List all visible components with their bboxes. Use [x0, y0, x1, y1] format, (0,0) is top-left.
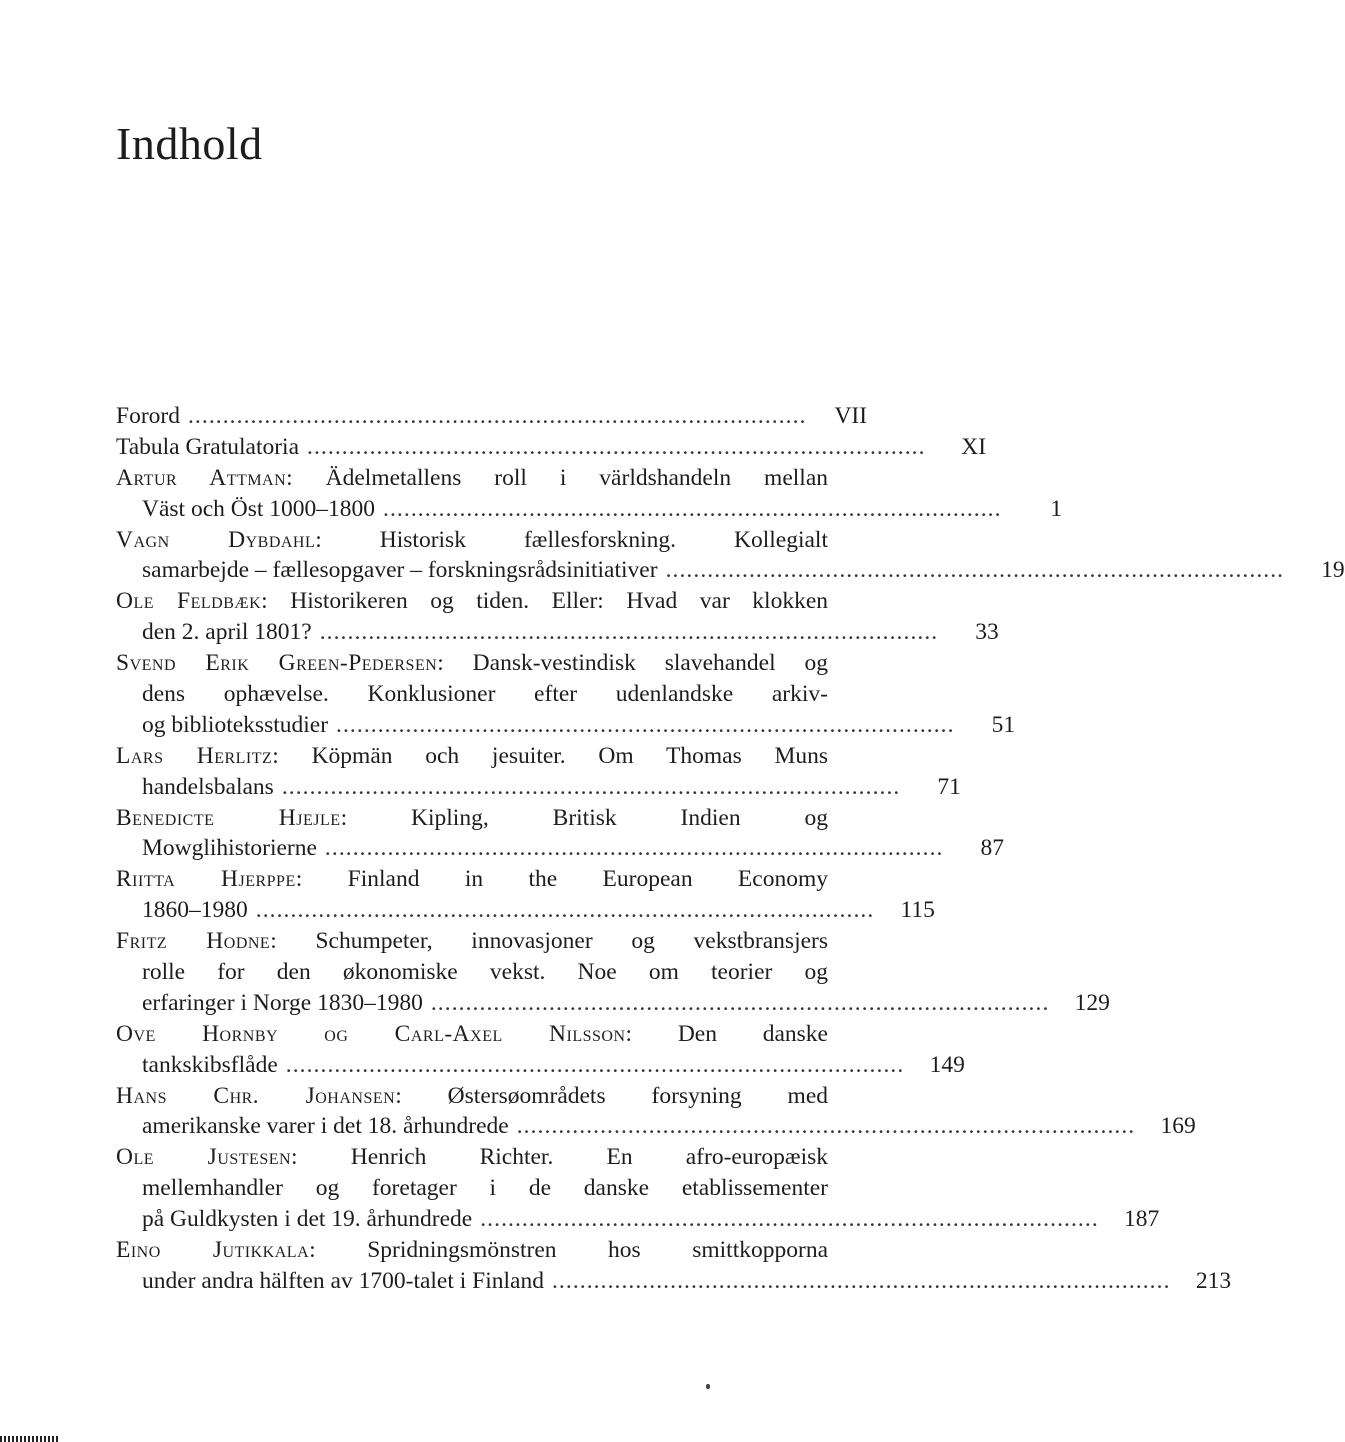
entry-title-text: Tabula Gratulatoria: [116, 433, 300, 460]
entry-text-wrap: [142, 957, 828, 988]
toc-entry-line: [116, 864, 828, 895]
entry-title-text: Historisk fællesforskning. Kollegialt: [379, 526, 828, 553]
entry-title-text: mellemhandler og foretager i de danske etablissementer: [142, 1175, 828, 1202]
entry-text-wrap: [142, 555, 658, 586]
author-name: Artur Attman: [116, 464, 287, 491]
entry-title-text: under andra hälften av 1700-talet i Finland: [142, 1267, 544, 1294]
paper-speck: [706, 1384, 710, 1389]
toc-entry-line: [116, 1142, 828, 1173]
author-name: Eino Jutikkala: [116, 1237, 310, 1264]
dot-leader: [325, 833, 940, 864]
entry-title-text: tankskibsflåde: [142, 1051, 278, 1078]
toc-entry-line: [116, 679, 828, 710]
entry-text-wrap: [142, 1266, 544, 1297]
entry-text-wrap: [116, 401, 180, 432]
entry-text-wrap: [142, 772, 274, 803]
toc-entry: [116, 525, 1345, 587]
author-name: Ole Justesen: [116, 1144, 292, 1171]
author-name: Ove Hornby og Carl-Axel Nilsson: [116, 1020, 626, 1047]
toc-entry-line: [116, 895, 935, 926]
author-name: Ole Feldbæk: [116, 588, 262, 615]
entry-text-wrap: [142, 617, 312, 648]
toc-entry: [116, 463, 1063, 525]
author-name: Vagn Dybdahl: [116, 526, 316, 553]
toc-entry-line: [116, 710, 1016, 741]
dot-leader: [307, 432, 922, 463]
entry-title-text: den 2. april 1801?: [142, 619, 312, 646]
dot-leader: [431, 988, 1046, 1019]
toc-entry-line: [116, 1081, 828, 1112]
toc-entry-line: [116, 803, 828, 834]
entry-text-wrap: Hans Chr. Johansen: Østersøområdets forsyning med: [116, 1082, 828, 1109]
author-name: Fritz Hodne: [116, 928, 271, 955]
author-name: Hans Chr. Johansen: [116, 1082, 396, 1109]
page-number: 1: [1050, 495, 1063, 522]
entry-title-text: Schumpeter, innovasjoner og vekstbransjers: [315, 928, 828, 955]
toc-entry-line: [116, 1266, 1232, 1297]
entry-text-wrap: [142, 494, 375, 525]
author-name: Benedicte Hjejle: [116, 804, 341, 831]
page-number: 149: [929, 1051, 965, 1078]
dot-leader: [336, 710, 951, 741]
toc-entry-line: [116, 988, 1110, 1019]
dot-leader: [552, 1266, 1167, 1297]
author-name: Svend Erik Green-Pedersen: [116, 650, 438, 677]
toc-entry-line: [116, 1173, 828, 1204]
dot-leader: [480, 1204, 1095, 1235]
entry-title-text: Forord: [116, 403, 180, 429]
entry-title-text: på Guldkysten i det 19. århundrede: [142, 1206, 473, 1233]
page-number: 51: [991, 711, 1016, 738]
toc-entry-line: [116, 586, 828, 617]
entry-text-wrap: [142, 895, 248, 926]
entry-title-text: Den danske: [677, 1020, 828, 1047]
entry-title-text: Mowglihistorierne: [142, 835, 317, 862]
entry-text-wrap: Ove Hornby og Carl-Axel Nilsson: Den danske: [116, 1020, 828, 1047]
entry-text-wrap: Vagn Dybdahl: Historisk fællesforskning. Kollegialt: [116, 526, 828, 553]
toc-entry-line: [116, 957, 828, 988]
page-number: 115: [900, 897, 935, 924]
dot-leader: [286, 1050, 901, 1081]
entry-title-text: Väst och Öst 1000–1800: [142, 495, 376, 522]
entry-text-wrap: Riitta Hjerppe: Finland in the European Economy: [116, 866, 829, 893]
toc-entry-line: [116, 525, 828, 556]
page-number: 187: [1124, 1206, 1160, 1233]
entry-text-wrap: [142, 1111, 509, 1142]
table-of-contents: [116, 401, 1345, 1297]
entry-text-wrap: [142, 988, 423, 1019]
toc-entry: [116, 1081, 1196, 1143]
toc-entry: [116, 648, 1016, 741]
dot-leader: [517, 1111, 1132, 1142]
entry-text-wrap: Benedicte Hjejle: Kipling, Britisk Indien og: [116, 804, 829, 831]
entry-title-text: Historikeren og tiden. Eller: Hvad var klokken: [290, 588, 828, 615]
toc-entry: [116, 586, 999, 648]
toc-entry: [116, 864, 935, 926]
entry-title-text: Dansk-vestindisk slavehandel og: [472, 650, 828, 677]
dot-leader: [282, 772, 897, 803]
entry-title-text: Kipling, Britisk Indien og: [411, 804, 829, 831]
entry-text-wrap: Artur Attman: Ädelmetallens roll i världshandeln mellan: [116, 464, 829, 491]
toc-entry-line: [116, 926, 828, 957]
toc-entry: [116, 1235, 1232, 1297]
entry-title-text: Finland in the European Economy: [347, 866, 829, 893]
page-number: 71: [937, 773, 961, 800]
toc-entry-line: [116, 741, 828, 772]
toc-entry-line: [116, 833, 1004, 864]
toc-entry: [116, 803, 1004, 865]
toc-entry-line: [116, 432, 987, 463]
entry-text-wrap: [142, 1204, 472, 1235]
entry-text-wrap: [142, 710, 328, 741]
page-number: 129: [1074, 989, 1110, 1016]
toc-entry: [116, 1142, 1160, 1235]
toc-entry: [116, 1019, 965, 1081]
toc-entry-line: [116, 1204, 1160, 1235]
entry-text-wrap: [142, 679, 828, 710]
toc-entry-line: [116, 1235, 828, 1266]
scan-edge-mark: [0, 1436, 60, 1442]
dot-leader: [256, 895, 871, 926]
entry-text-wrap: Svend Erik Green-Pedersen: Dansk-vestindisk slavehandel og: [116, 650, 828, 677]
toc-entry-line: [116, 772, 961, 803]
entry-text-wrap: Ole Justesen: Henrich Richter. En afro-europæisk: [116, 1144, 828, 1171]
toc-entry-line: [116, 1111, 1196, 1142]
entry-title-text: amerikanske varer i det 18. århundrede: [142, 1113, 509, 1140]
toc-entry-line: [116, 401, 868, 432]
entry-title-text: erfaringer i Norge 1830–1980: [142, 989, 423, 1016]
toc-entry-line: [116, 1019, 828, 1050]
page-number: 87: [980, 835, 1004, 862]
entry-text-wrap: Lars Herlitz: Köpmän och jesuiter. Om Thomas Muns: [116, 742, 829, 769]
page-number: 19: [1321, 557, 1345, 584]
dot-leader: [188, 401, 803, 432]
entry-title-text: Østersøområdets forsyning med: [447, 1082, 828, 1109]
toc-entry-line: [116, 463, 828, 494]
toc-entry-line: [116, 617, 999, 648]
toc-entry-line: [116, 494, 1063, 525]
author-name: Lars Herlitz: [116, 742, 273, 769]
toc-entry-line: [116, 648, 828, 679]
dot-leader: [383, 494, 998, 525]
toc-entry: [116, 926, 1110, 1019]
toc-entry: [116, 401, 868, 432]
entry-title-text: Henrich Richter. En afro-europæisk: [350, 1144, 828, 1171]
entry-title-text: Spridningsmönstren hos smittkopporna: [367, 1237, 828, 1264]
dot-leader: [666, 555, 1281, 586]
toc-entry-line: [116, 555, 1345, 586]
entry-text-wrap: [116, 432, 299, 463]
entry-text-wrap: [142, 833, 317, 864]
entry-text-wrap: [142, 1173, 828, 1204]
entry-title-text: Ädelmetallens roll i världshandeln mellan: [325, 464, 829, 491]
entry-title-text: samarbejde – fællesopgaver – forskningsrådsinitiativer: [142, 557, 658, 584]
entry-text-wrap: Fritz Hodne: Schumpeter, innovasjoner og vekstbransjers: [116, 928, 828, 955]
entry-text-wrap: Eino Jutikkala: Spridningsmönstren hos smittkopporna: [116, 1237, 828, 1264]
entry-text-wrap: [142, 1050, 278, 1081]
page-number: XI: [961, 433, 987, 460]
dot-leader: [320, 617, 935, 648]
entry-text-wrap: Ole Feldbæk: Historikeren og tiden. Eller: Hvad var klokken: [116, 588, 828, 615]
toc-entry: [116, 741, 961, 803]
page-title: Indhold: [116, 118, 263, 169]
author-name: Riitta Hjerppe: [116, 866, 296, 893]
entry-title-text: 1860–1980: [142, 897, 248, 924]
page-number: 169: [1160, 1113, 1196, 1140]
toc-entry: [116, 432, 987, 463]
entry-title-text: dens ophævelse. Konklusioner efter udenlandske arkiv-: [142, 681, 828, 708]
page-number: 213: [1195, 1267, 1232, 1294]
entry-title-text: Köpmän och jesuiter. Om Thomas Muns: [311, 742, 829, 769]
entry-title-text: handelsbalans: [142, 773, 274, 800]
entry-title-text: rolle for den økonomiske vekst. Noe om teorier og: [142, 959, 828, 986]
page-number: 33: [975, 619, 999, 646]
toc-entry-line: [116, 1050, 965, 1081]
entry-title-text: og biblioteksstudier: [142, 711, 329, 738]
page-number: VII: [834, 403, 868, 429]
